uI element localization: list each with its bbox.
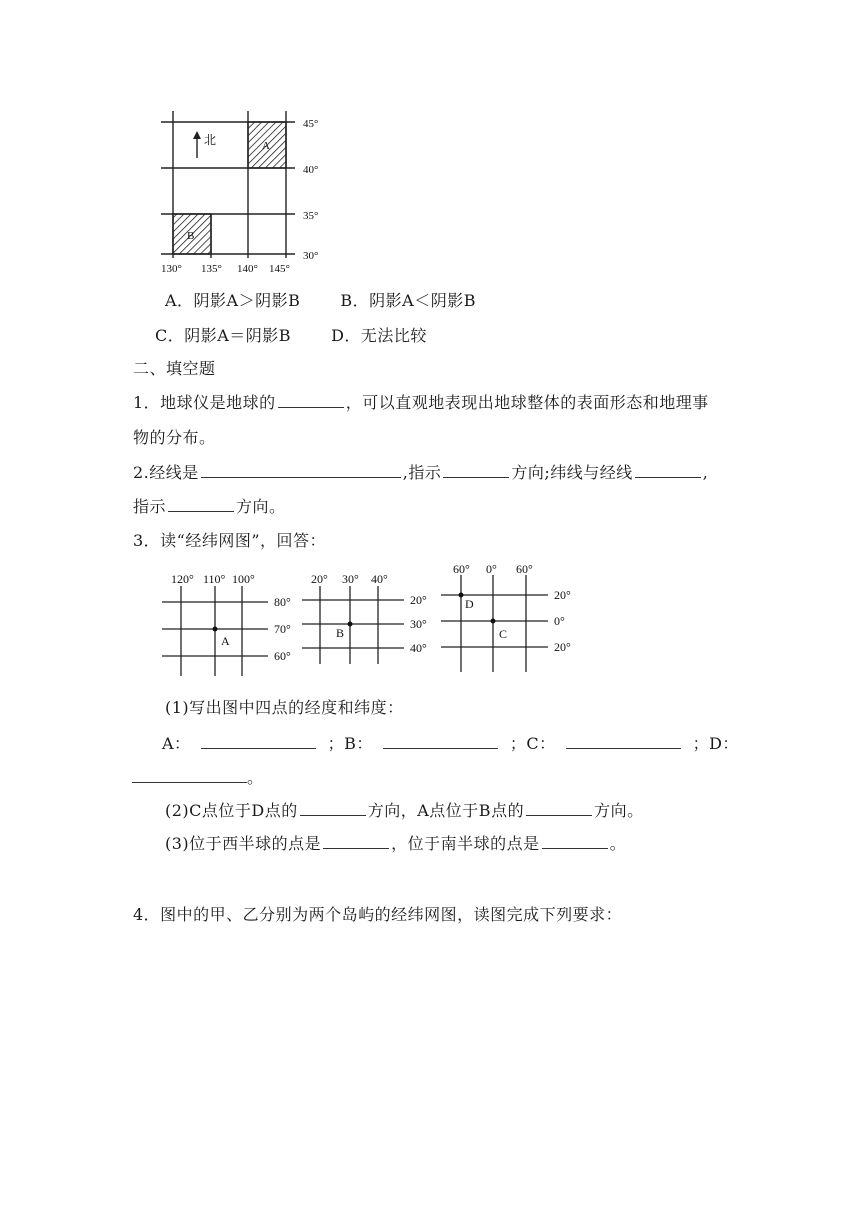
q3-label-c: ；C： bbox=[509, 734, 556, 753]
q3-blank-d[interactable] bbox=[132, 767, 247, 783]
fig-a-lon-1: 120° bbox=[171, 572, 194, 586]
q1-blank[interactable] bbox=[278, 392, 344, 408]
lon-label-145: 145° bbox=[269, 263, 290, 275]
q1-text-b: ，可以直观地表现出地球整体的表面形态和地理事 bbox=[345, 393, 709, 412]
q2-text-d: , bbox=[702, 463, 709, 482]
q3-sub2-blank-2[interactable] bbox=[526, 800, 592, 816]
fig-a-lat-1: 80° bbox=[274, 595, 291, 609]
q3-coords-row bbox=[162, 733, 739, 755]
fig-b-lon-1: 20° bbox=[311, 572, 328, 586]
q3-sub3 bbox=[165, 833, 626, 855]
fig-c-lat-1: 20° bbox=[554, 588, 571, 602]
q2-blank-2[interactable] bbox=[443, 462, 509, 478]
q3-sub2-text-c: 方向。 bbox=[594, 801, 644, 820]
box-b-label: B bbox=[187, 230, 195, 242]
fig-b-lat-2: 30° bbox=[410, 617, 427, 631]
q2-text-f: 方向。 bbox=[236, 497, 286, 516]
fig-a-lon-2: 110° bbox=[203, 572, 226, 586]
q3-sub2-text-b: 方向，A点位于B点的 bbox=[367, 801, 525, 820]
option-b: B．阴影A＜阴影B bbox=[340, 291, 476, 310]
q2-blank-4[interactable] bbox=[168, 496, 234, 512]
point-d-marker bbox=[459, 593, 464, 598]
section-title: 二、填空题 bbox=[133, 359, 216, 378]
question-4: 4．图中的甲、乙分别为两个岛屿的经纬网图，读图完成下列要求： bbox=[133, 905, 623, 924]
point-b-marker bbox=[348, 622, 353, 627]
q2-text-b: ,指示 bbox=[402, 463, 442, 482]
q1-text-a: 1．地球仪是地球的 bbox=[133, 393, 276, 412]
q3-sub1: (1)写出图中四点的经度和纬度： bbox=[165, 698, 404, 717]
fig-b-lon-3: 40° bbox=[371, 572, 388, 586]
q2-text-a: 2.经线是 bbox=[133, 463, 199, 482]
question-2-cont bbox=[133, 496, 286, 518]
question-1-cont: 物的分布。 bbox=[133, 428, 216, 447]
lat-label-45: 45° bbox=[303, 118, 319, 130]
fig-a-lat-3: 60° bbox=[274, 649, 291, 663]
point-d-label: D bbox=[465, 597, 474, 611]
q3-label-b: ；B： bbox=[327, 734, 373, 753]
q3-sub3-text-b: ，位于南半球的点是 bbox=[391, 834, 540, 853]
question-1 bbox=[133, 392, 709, 414]
lat-label-40: 40° bbox=[303, 164, 319, 176]
q3-blank-b[interactable] bbox=[383, 733, 498, 749]
question-3-title: 3．读“经纬网图”，回答： bbox=[133, 531, 327, 550]
q3-sub2-blank-1[interactable] bbox=[300, 800, 366, 816]
fig-c-lon-1: 60° bbox=[453, 562, 470, 576]
point-c-label: C bbox=[499, 627, 508, 641]
q3-coords-row-2 bbox=[132, 767, 264, 789]
question-2 bbox=[133, 462, 708, 484]
lat-label-35: 35° bbox=[303, 210, 319, 222]
point-a-marker bbox=[213, 627, 218, 632]
q3-label-a: A： bbox=[162, 734, 191, 753]
q3-sub3-blank-1[interactable] bbox=[323, 833, 389, 849]
q2-blank-1[interactable] bbox=[201, 462, 401, 478]
lon-label-135: 135° bbox=[201, 263, 222, 275]
q2-blank-3[interactable] bbox=[635, 462, 701, 478]
fig-c-lat-3: 20° bbox=[554, 640, 571, 654]
option-c: C．阴影A＝阴影B bbox=[155, 326, 292, 345]
north-label: 北 bbox=[204, 133, 217, 147]
q3-end: 。 bbox=[247, 768, 264, 787]
grid-figure-c bbox=[436, 560, 586, 675]
point-b-label: B bbox=[336, 626, 345, 640]
q3-sub3-text-a: (3)位于西半球的点是 bbox=[165, 834, 322, 853]
grid-figure-a bbox=[160, 568, 300, 683]
option-d: D．无法比较 bbox=[331, 326, 427, 345]
fig-c-lat-2: 0° bbox=[554, 614, 565, 628]
option-row-2 bbox=[155, 325, 427, 347]
grid-figure-1 bbox=[155, 108, 495, 283]
fig-b-lat-1: 20° bbox=[410, 593, 427, 607]
q3-sub3-blank-2[interactable] bbox=[542, 833, 608, 849]
option-row-1 bbox=[165, 290, 476, 312]
fig-b-lat-3: 40° bbox=[410, 641, 427, 655]
fig-c-lon-2: 0° bbox=[486, 562, 497, 576]
q3-sub2-text-a: (2)C点位于D点的 bbox=[165, 801, 298, 820]
option-a: A．阴影A＞阴影B bbox=[165, 291, 301, 310]
grid-figure-b bbox=[300, 568, 450, 668]
box-a-label: A bbox=[262, 140, 270, 152]
lat-label-30: 30° bbox=[303, 250, 319, 262]
lon-label-140: 140° bbox=[237, 263, 258, 275]
q3-sub2 bbox=[165, 800, 644, 822]
point-a-label: A bbox=[221, 634, 230, 648]
fig-a-lon-3: 100° bbox=[232, 572, 255, 586]
q2-text-e: 指示 bbox=[133, 497, 167, 516]
point-c-marker bbox=[491, 619, 496, 624]
q2-text-c: 方向;纬线与经线 bbox=[511, 463, 633, 482]
fig-b-lon-2: 30° bbox=[342, 572, 359, 586]
q3-blank-c[interactable] bbox=[566, 733, 681, 749]
lon-label-130: 130° bbox=[161, 263, 182, 275]
north-arrow-icon bbox=[193, 131, 201, 158]
q3-blank-a[interactable] bbox=[201, 733, 316, 749]
fig-c-lon-3: 60° bbox=[516, 562, 533, 576]
q3-label-d: ；D： bbox=[692, 734, 739, 753]
fig-a-lat-2: 70° bbox=[274, 622, 291, 636]
q3-sub3-text-c: 。 bbox=[609, 834, 627, 853]
